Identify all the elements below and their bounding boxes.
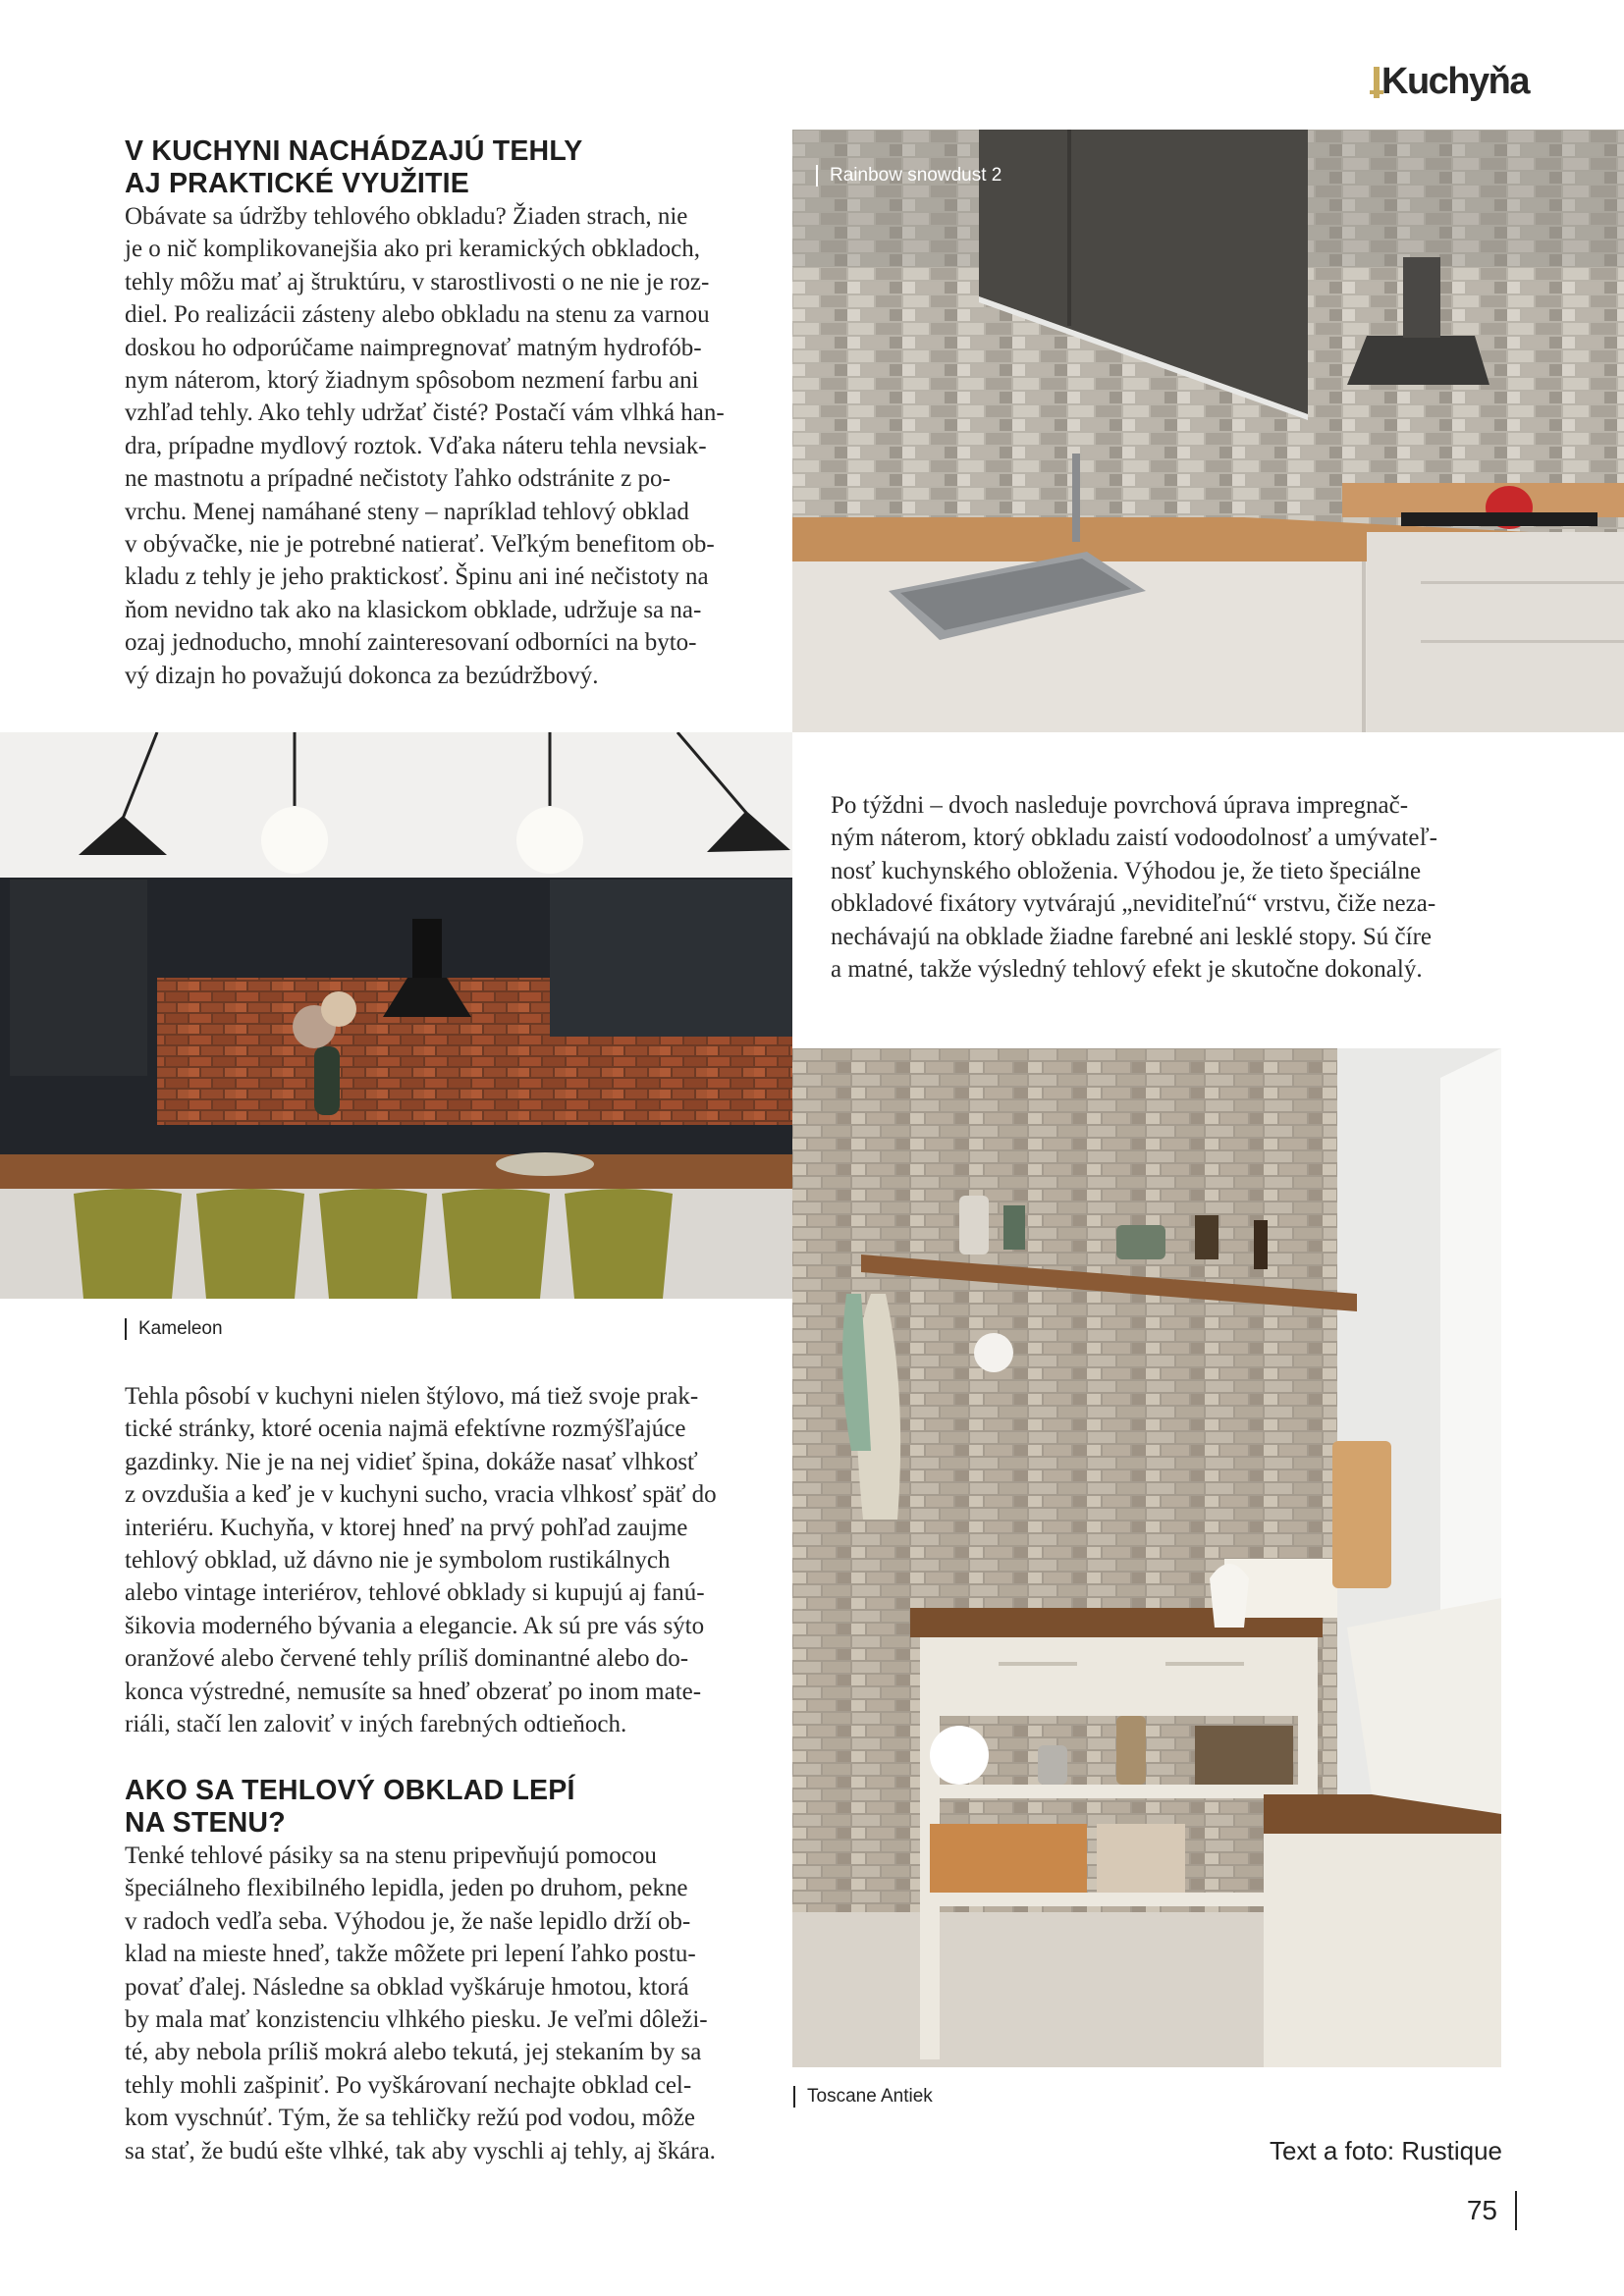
section-heading: AKO SA TEHLOVÝ OBKLAD LEPÍ NA STENU? (125, 1775, 575, 1839)
brand-logo (1370, 57, 1537, 106)
photo-caption: Rainbow snowdust 2 (816, 164, 1001, 187)
section-practical-benefits: Tehla pôsobí v kuchyni nielen štýlovo, má tiež svoje prak- tické stránky, ktoré ocenia najmä efektívne rozmýšľajúce gazdinky. Nie je na nej vidieť špina, dokáže nasať vlhkosť z ovzdušia a keď je v kuchyni sucho, vracia vlhkosť späť do interiéru. Kuchyňa, v ktorej hneď na prvý pohľad zaujme tehlový obklad, už dávno nie je symbolom rustikálnych alebo vintage interiérov, tehlové obklady si kupujú aj fanú- šikovia moderného bývania a elegancie. Ak sú pre vás sýto oranžové alebo červené tehly príliš dominantné alebo do- konca výstredné, nemusíte sa hneď obzerať po inom mate- riáli, stačí len zaloviť v iných farebných odtieňoch. (125, 1383, 717, 1738)
page-number-divider (1515, 2191, 1517, 2230)
section-installation (125, 1775, 753, 2167)
photo-caption: Toscane Antiek (793, 2085, 933, 2109)
photo-toscane-kitchen (792, 1048, 1501, 2067)
section-body: Obávate sa údržby tehlového obkladu? Žiaden strach, nie je o nič komplikovanejšia ako pri keramických obkladoch, tehly môžu mať aj štruktúru, v starostlivosti o ne nie je roz- diel. Po realizácii zásteny alebo obkladu na stenu za varnou doskou ho odporúčame naimpregnovať matným hydrofób- nym náterom, ktorý žiadnym spôsobom nezmení farbu ani vzhľad tehly. Ako tehly udržať čisté? Postačí vám vlhká han- dra, prípadne mydlový roztok. Vďaka náteru tehla nevsiak- ne mastnotu a prípadné nečistoty ľahko odstránite z po- vrchu. Menej namáhané steny – napríklad tehlový obklad v obývačke, nie je potrebné natierať. Veľkým benefitom ob- kladu z tehly je jeho praktickosť. Špinu ani iné nečistoty na ňom nevidno tak ako na klasickom obklade, udržuje sa na- ozaj jednoducho, mnohí zainteresovaní odborníci na byto- vý dizajn ho považujú dokonca za bezúdržbový. (125, 203, 725, 689)
photo-credit: Text a foto: Rustique (1269, 2136, 1502, 2165)
page-number: 75 (1466, 2195, 1497, 2225)
photo-kameleon-kitchen (0, 732, 792, 1299)
section-body: Tenké tehlové pásiky sa na stenu pripevňujú pomocou špeciálneho flexibilného lepidla, jeden po druhom, pekne v radoch vedľa seba. Výhodou je, že naše lepidlo drží ob- klad na mieste hneď, takže môžete pri lepení ľahko postu- povať ďalej. Následne sa obklad vyškáruje hmotou, ktorá by mala mať konzistenciu vlhkého piesku. Je veľmi dôleži- té, aby nebola príliš mokrá alebo tekutá, jej stekaním by sa tehly mohli zašpiniť. Po vyškárovaní nechajte obklad cel- kom vyschnúť. Tým, že sa tehličky režú pod vodou, môže sa stať, že budú ešte vlhké, tak aby vyschli aj tehly, aj škára. (125, 1842, 716, 2164)
photo-rainbow-kitchen (792, 130, 1624, 732)
brand-name: Kuchyňa (1381, 61, 1529, 102)
section-practical (125, 135, 753, 692)
section-heading: V KUCHYNI NACHÁDZAJÚ TEHLY AJ PRAKTICKÉ VYUŽITIE (125, 135, 583, 199)
photo-caption: Kameleon (125, 1317, 223, 1341)
section-impregnation: Po týždni – dvoch nasleduje povrchová úprava impregnač- ným náterom, ktorý obkladu zaistí vodoodolnosť a umývateľ- nosť kuchynského obloženia. Výhodou je, že tieto špeciálne obkladové fixátory vytvárajú „neviditeľnú“ vrstvu, čiže neza- nechávajú na obklade žiadne farebné ani lesklé stopy. Sú číre a matné, takže výsledný tehlový efekt je skutočne dokonalý. (831, 792, 1437, 984)
